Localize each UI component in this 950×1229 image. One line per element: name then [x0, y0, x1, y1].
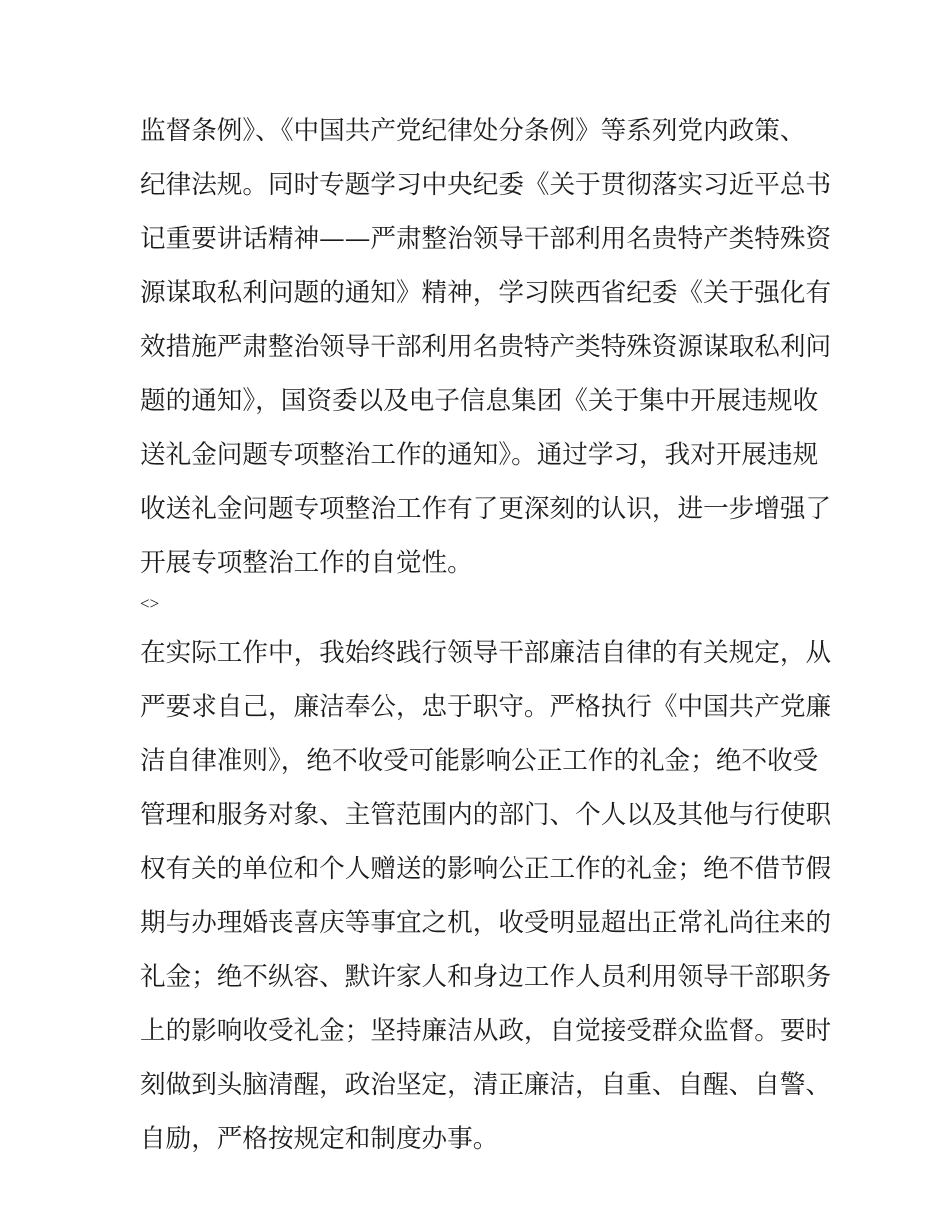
- paragraph-line: 在实际工作中，我始终践行领导干部廉洁自律的有关规定，从: [140, 638, 832, 668]
- document-body: [140, 104, 830, 1166]
- paragraph-line: 收送礼金问题专项整治工作有了更深刻的认识，进一步增强了: [140, 494, 832, 524]
- paragraph-line: 洁自律准则》，绝不收受可能影响公正工作的礼金；绝不收受: [140, 746, 819, 776]
- paragraph-line: 权有关的单位和个人赠送的影响公正工作的礼金；绝不借节假: [140, 854, 832, 884]
- paragraph-line: 送礼金问题专项整治工作的通知》。通过学习，我对开展违规: [140, 440, 819, 470]
- paragraph-line: 自励，严格按规定和制度办事。: [140, 1124, 499, 1154]
- paragraph-line: 效措施严肃整治领导干部利用名贵特产类特殊资源谋取私利问: [140, 332, 832, 362]
- paragraph-line: 记重要讲话精神——严肃整治领导干部利用名贵特产类特殊资: [140, 224, 832, 254]
- paragraph-line: 期与办理婚丧喜庆等事宜之机，收受明显超出正常礼尚往来的: [140, 908, 832, 938]
- paragraph-line: 管理和服务对象、主管范围内的部门、个人以及其他与行使职: [140, 800, 832, 830]
- paragraph-line: 严要求自己，廉洁奉公，忠于职守。严格执行《中国共产党廉: [140, 692, 832, 722]
- paragraph-line: 纪律法规。同时专题学习中央纪委《关于贯彻落实习近平总书: [140, 170, 832, 200]
- paragraph-line: 监督条例》、《中国共产党纪律处分条例》等系列党内政策、: [140, 116, 806, 146]
- paragraph-2: [140, 626, 830, 1166]
- paragraph-line: 礼金；绝不纵容、默许家人和身边工作人员利用领导干部职务: [140, 962, 832, 992]
- paragraph-line: 上的影响收受礼金；坚持廉洁从政，自觉接受群众监督。要时: [140, 1016, 832, 1046]
- paragraph-line: 刻做到头脑清醒，政治坚定，清正廉洁，自重、自醒、自警、: [140, 1070, 832, 1100]
- paragraph-line: 源谋取私利问题的通知》精神，学习陕西省纪委《关于强化有: [140, 278, 832, 308]
- paragraph-1: [140, 104, 830, 590]
- section-separator: <>: [140, 594, 160, 613]
- paragraph-line: 开展专项整治工作的自觉性。: [140, 548, 473, 578]
- paragraph-line: 题的通知》，国资委以及电子信息集团《关于集中开展违规收: [140, 386, 819, 416]
